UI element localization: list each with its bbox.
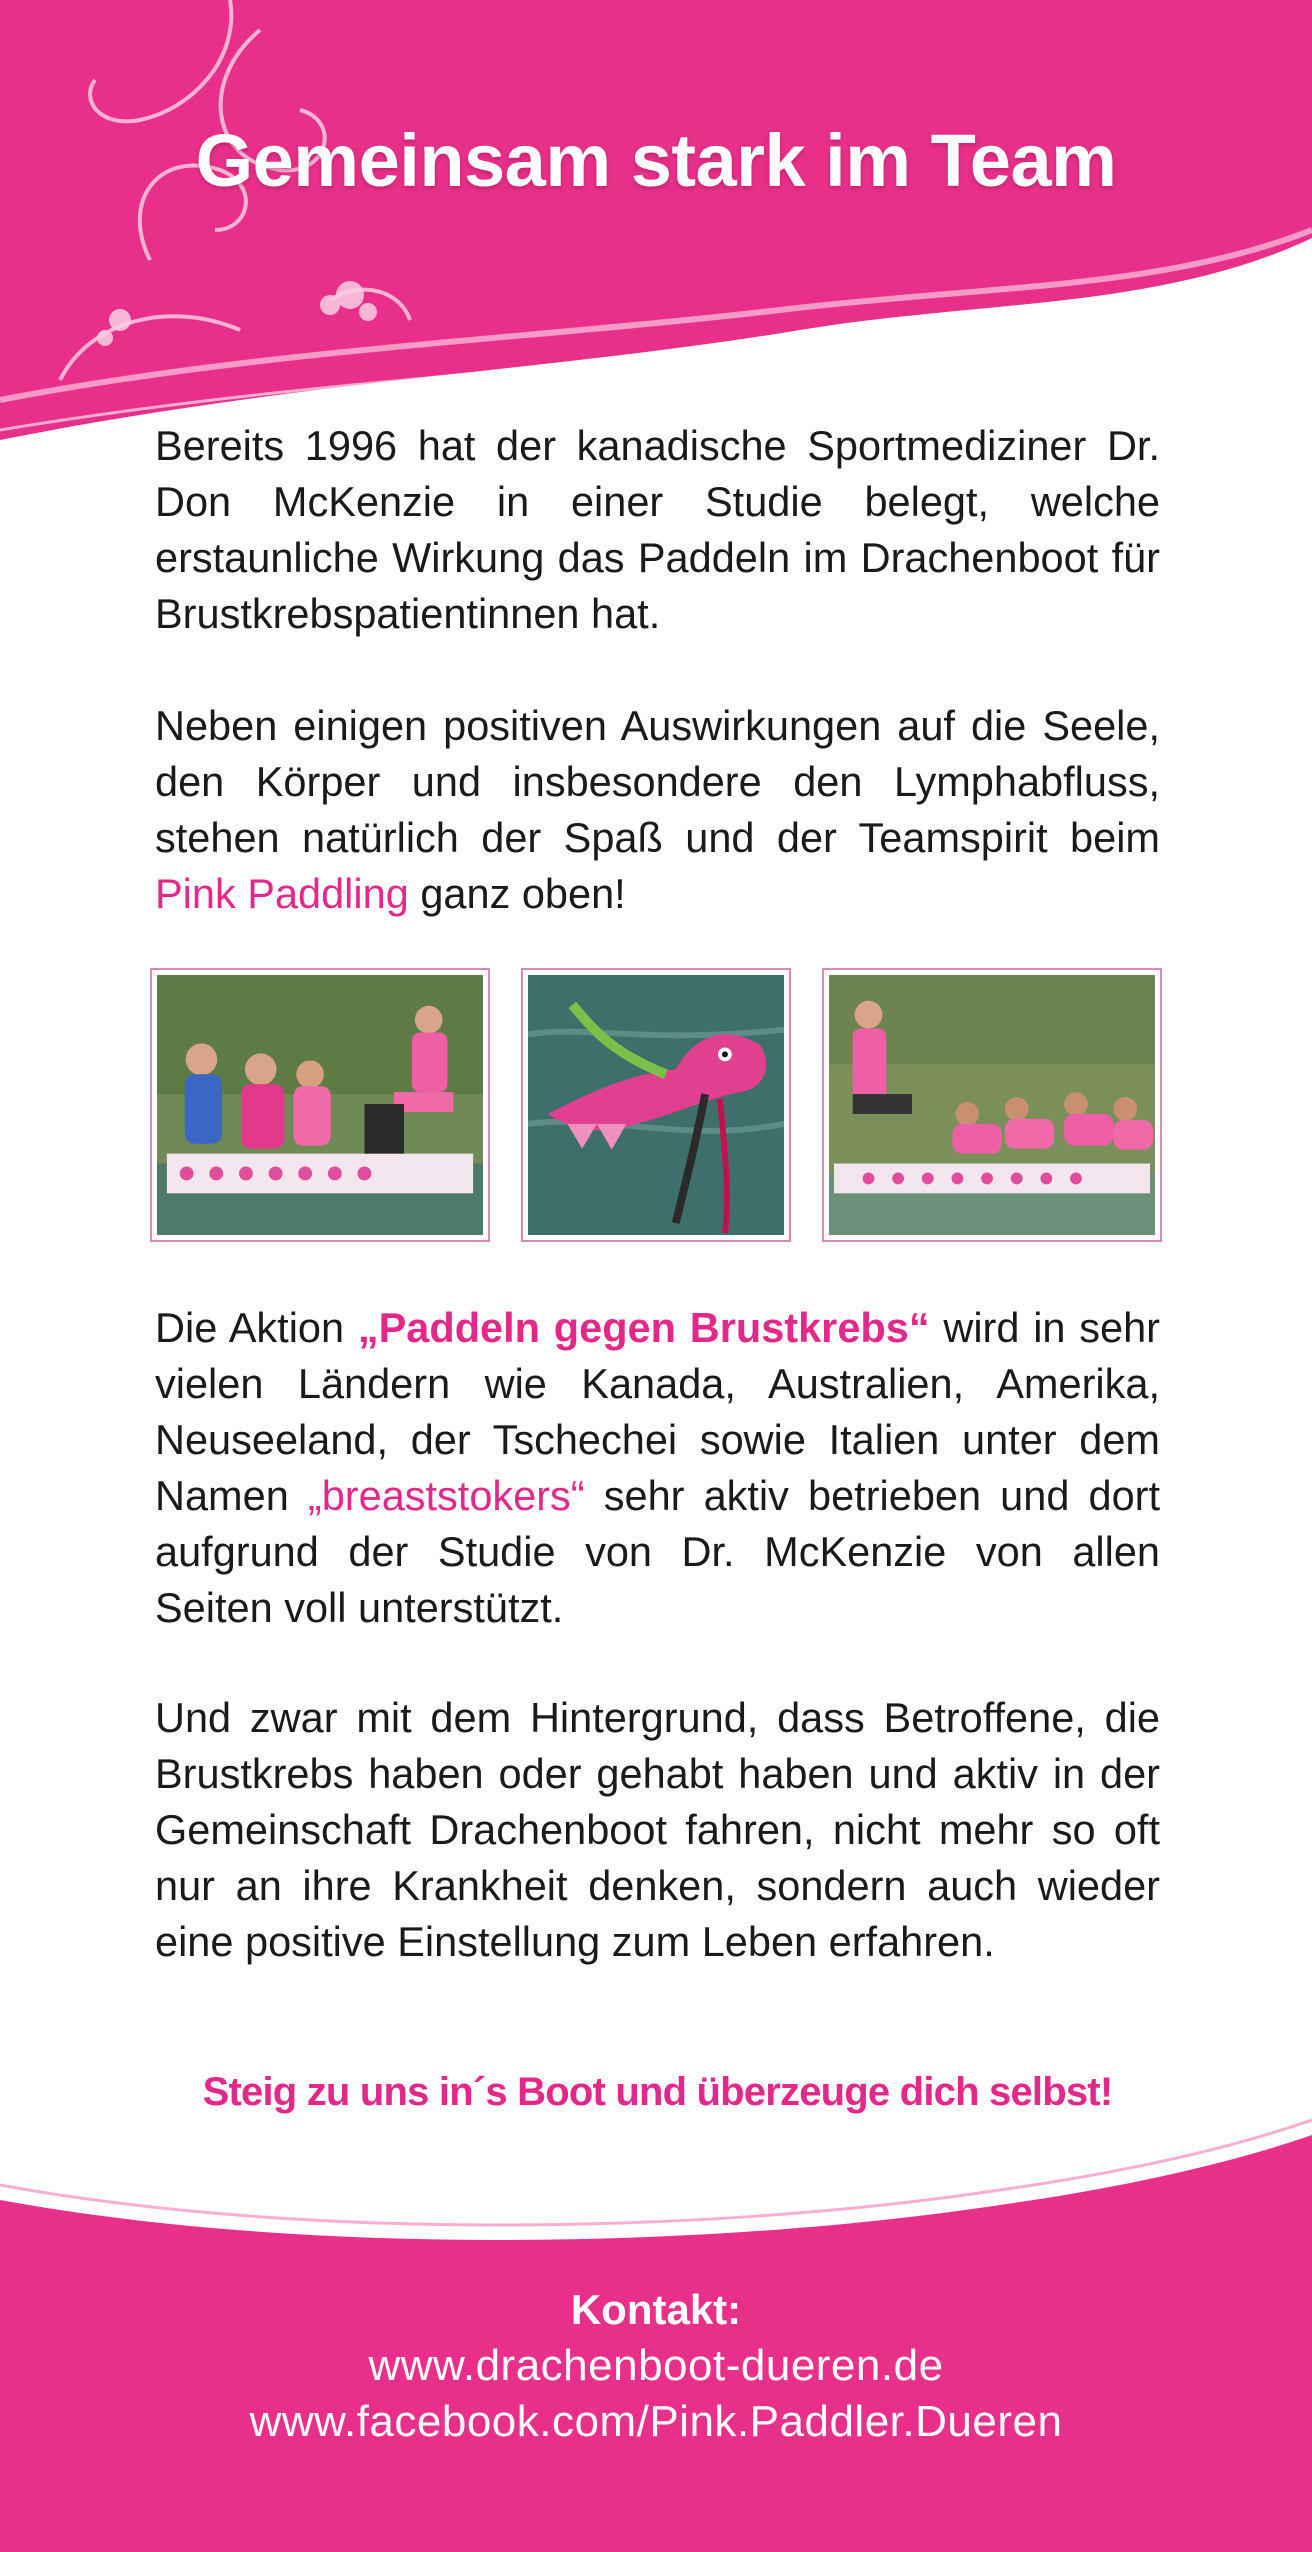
campaign-name-highlight: „Paddeln gegen Brustkrebs“ bbox=[357, 1304, 930, 1351]
photo-dragon-head bbox=[521, 968, 791, 1242]
intro-paragraph-2-text-b: ganz oben! bbox=[408, 870, 626, 917]
intro-paragraph-2-text-a: Neben einigen positiven Auswirkungen auf die Seele, den Körper und insbesondere den Lymphabfluss, stehen natürlich der Spaß und der Teamspirit beim bbox=[155, 702, 1160, 861]
facebook-link[interactable]: www.facebook.com/Pink.Paddler.Dueren bbox=[249, 2397, 1063, 2446]
website-link[interactable]: www.drachenboot-dueren.de bbox=[368, 2341, 944, 2390]
page-title: Gemeinsam stark im Team bbox=[195, 119, 1117, 202]
campaign-text-a: Die Aktion bbox=[155, 1304, 358, 1351]
contact-block bbox=[0, 2282, 1312, 2450]
breaststokers-highlight: „breaststokers“ bbox=[307, 1472, 585, 1519]
campaign-text-c: sehr aktiv betrieben und dort aufgrund der Studie von Dr. McKenzie von allen Seiten voll unterstützt. bbox=[155, 1472, 1161, 1631]
intro-paragraph-1: Bereits 1996 hat der kanadische Sportmediziner Dr. Don McKenzie in einer Studie belegt, welche erstaunliche Wirkung das Paddeln im Drachenboot für Brustkrebspatientinnen hat. bbox=[155, 422, 1160, 637]
call-to-action: Steig zu uns in´s Boot und überzeuge dich selbst! bbox=[202, 2070, 1113, 2114]
contact-label: Kontakt: bbox=[570, 2286, 742, 2333]
header-wave bbox=[0, 0, 1312, 440]
photo-team-in-boat bbox=[150, 968, 490, 1242]
photo-paddling-crew bbox=[822, 968, 1162, 1242]
intro-paragraph-2 bbox=[155, 698, 1160, 922]
campaign-paragraph bbox=[155, 1300, 1160, 1636]
campaign-text-b: wird in sehr vielen Ländern wie Kanada, Australien, Amerika, Neuseeland, der Tschechei sowie Italien unter dem Namen bbox=[155, 1304, 1160, 1519]
pink-paddling-highlight: Pink Paddling bbox=[155, 870, 409, 917]
background-paragraph: Und zwar mit dem Hintergrund, dass Betroffene, die Brustkrebs haben oder gehabt haben und aktiv in der Gemeinschaft Drachenboot fahren, nicht mehr so oft nur an ihre Krankheit denken, sondern auch wieder eine positive Einstellung zum Leben erfahren. bbox=[155, 1694, 1160, 1965]
